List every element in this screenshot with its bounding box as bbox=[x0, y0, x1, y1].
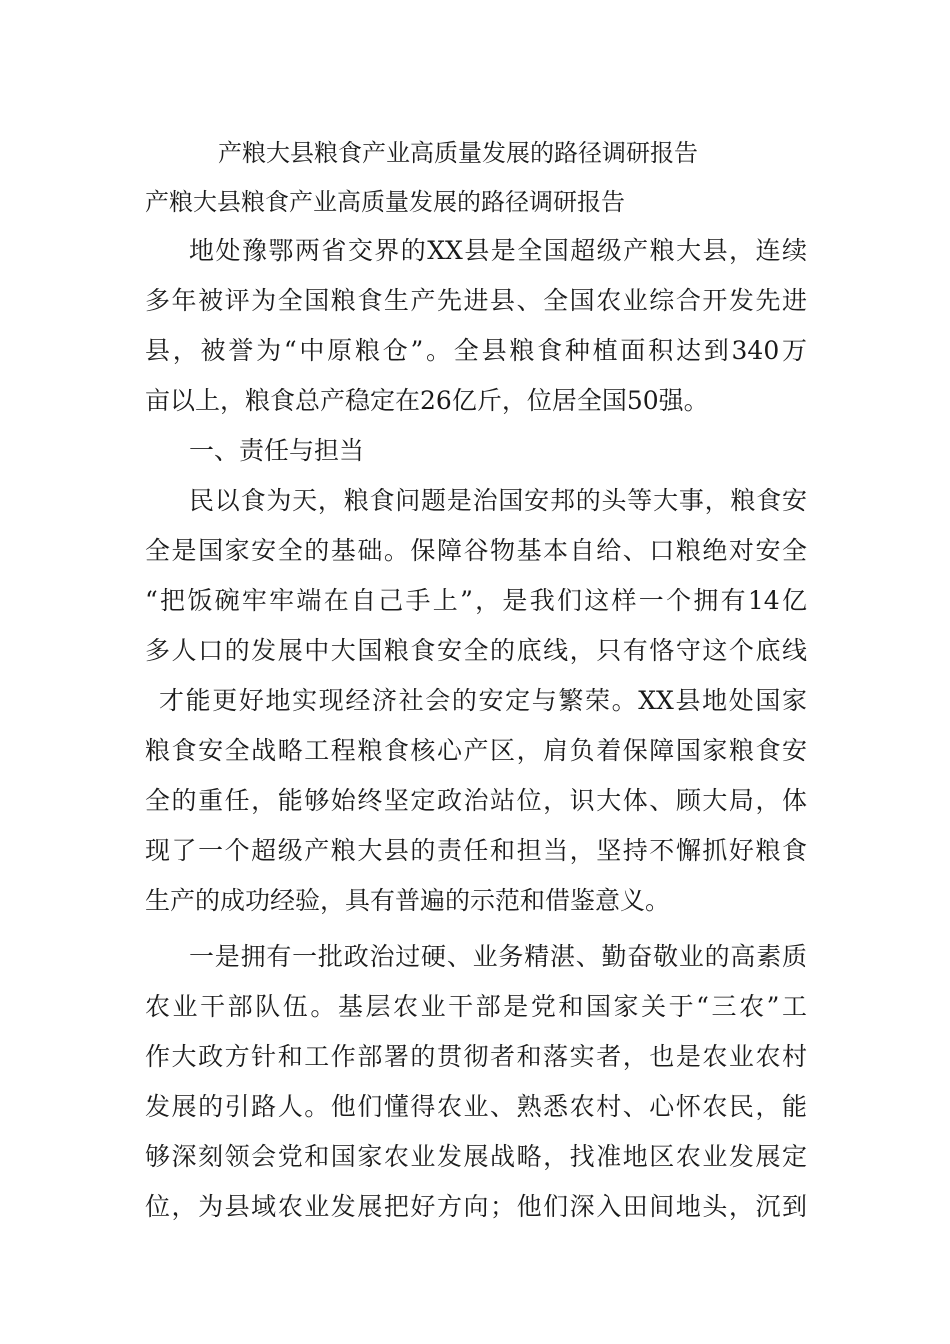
paragraph-line: 民以食为天，粮食问题是治国安邦的头等大事，粮食安 bbox=[189, 486, 807, 515]
paragraph-line: 作大政方针和工作部署的贯彻者和落实者，也是农业农村 bbox=[145, 1042, 807, 1071]
paragraph-line: 够深刻领会党和国家农业发展战略，找准地区农业发展定 bbox=[145, 1142, 807, 1171]
paragraph-line: 粮食安全战略工程粮食核心产区，肩负着保障国家粮食安 bbox=[145, 736, 807, 765]
paragraph-line: 县，被誉为“中原粮仓”。全县粮食种植面积达到340万 bbox=[145, 336, 807, 365]
paragraph-line: 多人口的发展中大国粮食安全的底线，只有恪守这个底线 bbox=[145, 636, 807, 665]
paragraph-line: 生产的成功经验，具有普遍的示范和借鉴意义。 bbox=[145, 886, 671, 915]
paragraph-line: “把饭碗牢牢端在自己手上”，是我们这样一个拥有14亿 bbox=[145, 586, 807, 615]
document-title: 产粮大县粮食产业高质量发展的路径调研报告 bbox=[218, 139, 698, 167]
paragraph-line: 亩以上，粮食总产稳定在26亿斤，位居全国50强。 bbox=[145, 386, 709, 415]
paragraph-line: 现了一个超级产粮大县的责任和担当，坚持不懈抓好粮食 bbox=[145, 836, 807, 865]
paragraph-line: 一是拥有一批政治过硬、业务精湛、勤奋敬业的高素质 bbox=[189, 942, 807, 971]
paragraph-line: 位，为县域农业发展把好方向；他们深入田间地头，沉到 bbox=[145, 1192, 807, 1221]
document-body bbox=[145, 226, 807, 1232]
section-heading-text: 一、责任与担当 bbox=[189, 436, 365, 465]
document-subtitle: 产粮大县粮食产业高质量发展的路径调研报告 bbox=[145, 188, 625, 216]
paragraph-line: 地处豫鄂两省交界的XX县是全国超级产粮大县，连续 bbox=[189, 236, 807, 265]
paragraph-line: 全的重任，能够始终坚定政治站位，识大体、顾大局，体 bbox=[145, 786, 807, 815]
paragraph-line: 农业干部队伍。基层农业干部是党和国家关于“三农”工 bbox=[145, 992, 807, 1021]
cadre-paragraph bbox=[145, 932, 807, 1232]
intro-paragraph bbox=[145, 226, 807, 426]
paragraph-line: 发展的引路人。他们懂得农业、熟悉农村、心怀农民，能 bbox=[145, 1092, 807, 1121]
paragraph-line: 全是国家安全的基础。保障谷物基本自给、口粮绝对安全 bbox=[145, 536, 807, 565]
section-heading bbox=[145, 426, 807, 476]
responsibility-paragraph bbox=[145, 476, 807, 926]
paragraph-line: 才能更好地实现经济社会的安定与繁荣。XX县地处国家 bbox=[159, 686, 807, 715]
paragraph-line: 多年被评为全国粮食生产先进县、全国农业综合开发先进 bbox=[145, 286, 807, 315]
